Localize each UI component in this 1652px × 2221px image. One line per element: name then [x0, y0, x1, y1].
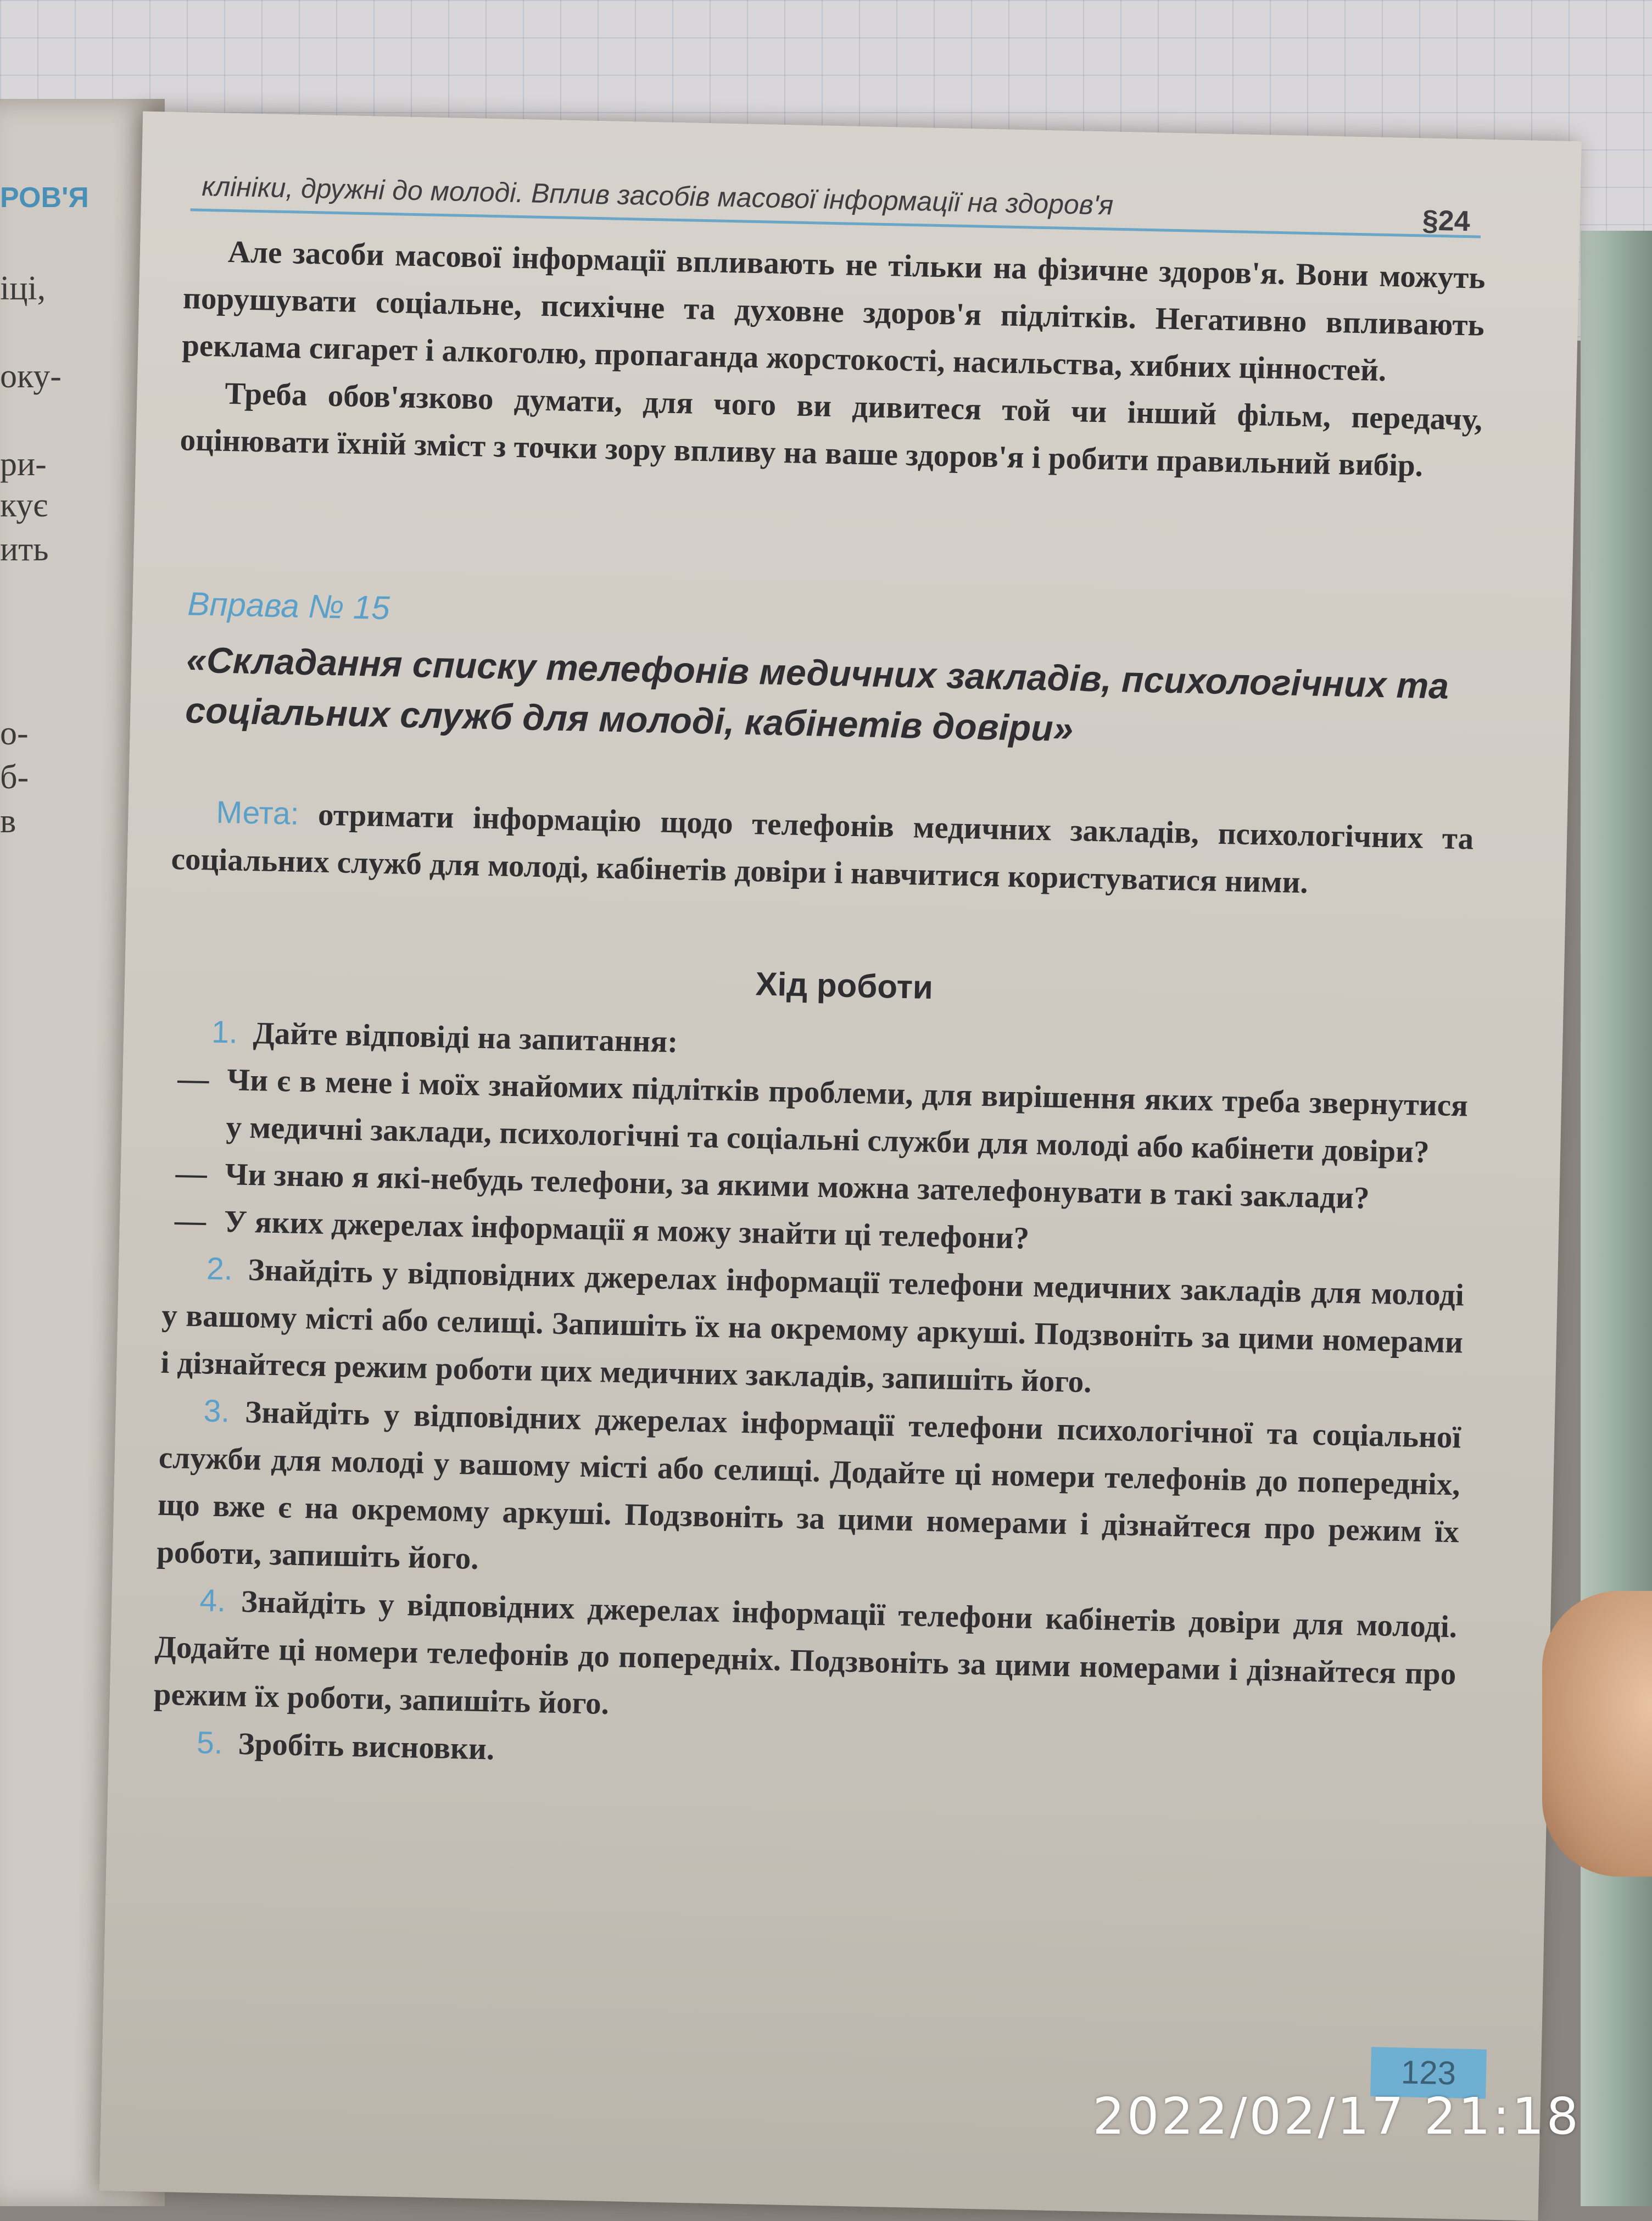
- question-text: Чи є в мене і моїх знайомих підлітків проблеми, для вирішення яких треба звернутися у медичні заклади, психологічні та соціальні служби для молоді або кабінети довіри?: [225, 1062, 1469, 1170]
- step-text: Дайте відповіді на запитання:: [253, 1016, 678, 1060]
- dash-bullet: —: [177, 1061, 210, 1097]
- goal-label: Мета:: [215, 794, 300, 832]
- book-cover-edge: [1581, 231, 1652, 2206]
- exercise-label: Вправа № 15: [187, 585, 390, 627]
- thumb: [1542, 1591, 1652, 1877]
- step-number: 3.: [203, 1393, 230, 1429]
- intro-text: [180, 227, 1486, 491]
- left-page-fragment: кує: [0, 487, 48, 524]
- left-page-fragment: РОВ'Я: [0, 182, 89, 214]
- step-item: [156, 1387, 1461, 1604]
- left-page-fragment: оку-: [0, 358, 62, 395]
- step-text: Зробіть висновки.: [237, 1726, 495, 1767]
- running-head-text: клініки, дружні до молоді. Вплив засобів масової інформації на здоров'я: [201, 170, 1114, 221]
- step-text: Знайдіть у відповідних джерелах інформації телефони кабінетів довіри для молоді. Додайте ці номери телефонів до попередніх. Подзвоніть за цими номерами і дізнайтеся про режим їх роботи, запишіть його.: [153, 1584, 1458, 1721]
- left-page-fragment: іці,: [0, 270, 46, 307]
- intro-paragraph: Але засоби масової інформації впливають не тільки на фізичне здоров'я. Вони можуть порушувати соціальне, психічне та духовне здоров'я підлітків. Негативно впливають реклама сигарет і алкоголю, пропаганда жорстокості, насильства, хибних цінностей.: [181, 234, 1486, 388]
- step-number: 2.: [206, 1251, 233, 1287]
- question-text: Чи знаю я які-небудь телефони, за якими можна зателефонувати в такі заклади?: [225, 1157, 1370, 1216]
- exercise-title: «Складання списку телефонів медичних закладів, психологічних та соціальних служб для молоді, кабінетів довіри»: [185, 639, 1449, 749]
- dash-bullet: —: [174, 1203, 206, 1239]
- step-item: [160, 1244, 1465, 1414]
- section-number: §24: [1422, 204, 1471, 238]
- step-number: 4.: [199, 1583, 226, 1619]
- running-header: [190, 164, 1481, 238]
- left-page-fragment: б-: [0, 759, 29, 796]
- left-page-fragment: ить: [0, 531, 49, 568]
- step-text: Знайдіть у відповідних джерелах інформації телефони медичних закладів для молоді у вашому місті або селищі. Запишіть їх на окремому аркуші. Подзвоніть за цими номерами і дізнайтеся режим роботи цих медичних закладів, запишіть його.: [160, 1253, 1465, 1400]
- procedure-steps: [152, 1007, 1469, 1793]
- exercise-goal: [171, 788, 1474, 910]
- photo-timestamp: 2022/02/17 21:18: [1092, 2087, 1581, 2146]
- page-number: 123: [1370, 2047, 1487, 2098]
- dash-bullet: —: [175, 1156, 208, 1192]
- left-page-fragment: о-: [0, 715, 29, 752]
- left-page-fragment: в: [0, 803, 16, 840]
- intro-paragraph: Треба обов'язково думати, для чого ви дивитеся той чи інший фільм, передачу, оцінювати їхній зміст з точки зору впливу на ваше здоров'я і робити правильний вибір.: [180, 376, 1483, 483]
- question-text: У яких джерелах інформації я можу знайти ці телефони?: [224, 1204, 1030, 1256]
- step-text: Знайдіть у відповідних джерелах інформації телефони психологічної та соціальної служби для молоді у вашому місті або селищі. Додайте ці номери телефонів до попередніх, що вже є на окремому аркуші. Подзвоніть за цими номерами і дізнайтеся про режим їх роботи, запишіть його.: [156, 1394, 1461, 1576]
- step-number: 5.: [196, 1725, 224, 1761]
- left-page-fragment: ри-: [0, 446, 47, 483]
- step-item: [153, 1576, 1458, 1746]
- goal-text: отримати інформацію щодо телефонів медичних закладів, психологічних та соціальних служб для молоді, кабінетів довіри і навчитися користуватися ними.: [171, 797, 1474, 900]
- textbook-page: [99, 112, 1582, 2221]
- procedure-heading: Хід роботи: [755, 965, 934, 1006]
- step-number: 1.: [211, 1014, 238, 1050]
